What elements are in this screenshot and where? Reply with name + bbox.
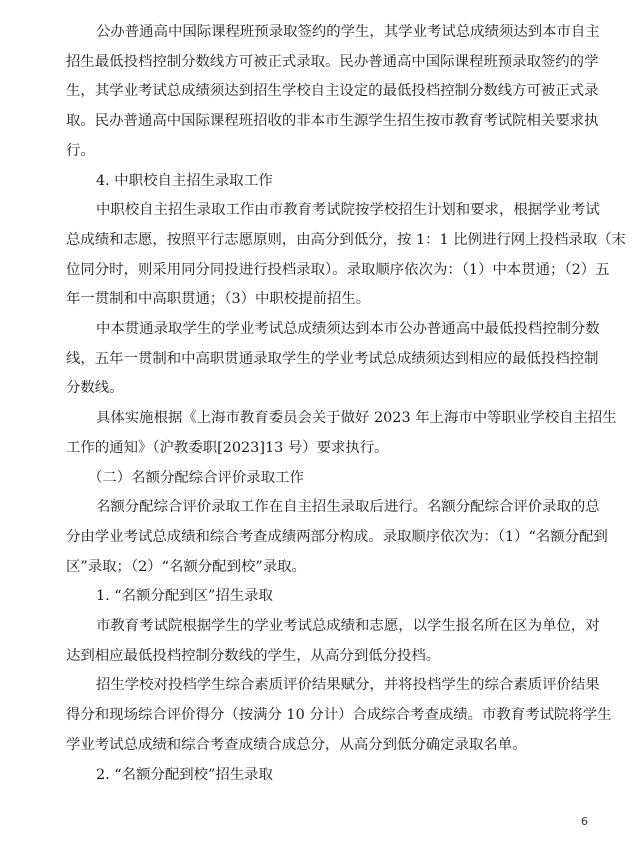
text-line: 中本贯通录取学生的学业考试总成绩须达到本市公办普通高中最低投档控制分数	[96, 321, 600, 338]
text-line: 总成绩和志愿，按照平行志愿原则，由高分到低分，按 1：1 比例进行网上投档录取（末	[66, 231, 626, 248]
text-line: 招生学校对投档学生综合素质评价结果赋分，并将投档学生的综合素质评价结果	[96, 677, 600, 694]
text-line: 区”录取；（2）“名额分配到校”录取。	[66, 558, 306, 575]
section-heading-quota-to-school: 2. “名额分配到校”招生录取	[96, 766, 273, 783]
paragraph-quota-allocation-overview	[66, 493, 608, 582]
text-line: 位同分时，则采用同分同投进行投档录取）。录取顺序依次为：（1）中本贯通；（2）五	[66, 261, 610, 278]
paragraph-comprehensive-score	[66, 671, 612, 760]
paragraph-vocational-process	[66, 196, 626, 315]
text-line: 年一贯制和中高职贯通；（3）中职校提前招生。	[66, 291, 371, 308]
text-line: 学业考试总成绩和综合考查成绩合成总分，从高分到低分确定录取名单。	[66, 736, 527, 753]
text-line: 生，其学业考试总成绩须达到招生学校自主设定的最低投档控制分数线方可被正式录	[66, 83, 599, 100]
text-line: 中职校自主招生录取工作由市教育考试院按学校招生计划和要求，根据学业考试	[96, 202, 600, 219]
section-heading-vocational-admission: 4. 中职校自主招生录取工作	[96, 172, 273, 189]
text-line: 招生最低投档控制分数线方可被正式录取。民办普通高中国际课程班预录取签约的学	[66, 53, 599, 70]
text-line: 分由学业考试总成绩和综合考查成绩两部分构成。录取顺序依次为：（1）“名额分配到	[66, 528, 608, 545]
text-line: 市教育考试院根据学生的学业考试总成绩和志愿，以学生报名所在区为单位，对	[96, 618, 600, 635]
document-body	[66, 18, 626, 790]
text-line: 线，五年一贯制和中高职贯通录取学生的学业考试总成绩须达到相应的最低投档控制	[66, 350, 599, 367]
text-line: 达到相应最低投档控制分数线的学生，从高分到低分投档。	[66, 647, 441, 664]
paragraph-district-admission	[66, 612, 600, 671]
text-line: 得分和现场综合评价得分（按满分 10 分计）合成综合考查成绩。市教育考试院将学生	[66, 707, 612, 724]
text-line: 分数线。	[66, 380, 124, 397]
text-line: 工作的通知》（沪教委职[2023]13 号）要求执行。	[66, 439, 389, 456]
text-line: 名额分配综合评价录取工作在自主招生录取后进行。名额分配综合评价录取的总	[96, 499, 600, 516]
page-number: 6	[581, 815, 588, 828]
paragraph-vocational-score-requirement	[66, 315, 600, 404]
text-line: 取。民办普通高中国际课程班招收的非本市生源学生招生按市教育考试院相关要求执	[66, 113, 599, 130]
text-line: 具体实施根据《上海市教育委员会关于做好 2023 年上海市中等职业学校自主招生	[96, 410, 617, 427]
text-line: 行。	[66, 142, 95, 159]
paragraph-international-classes	[66, 18, 600, 167]
section-heading-quota-allocation: （二）名额分配综合评价录取工作	[88, 469, 304, 486]
section-heading-quota-to-district: 1. “名额分配到区”招生录取	[96, 588, 273, 605]
text-line: 公办普通高中国际课程班预录取签约的学生，其学业考试总成绩须达到本市自主	[96, 24, 600, 40]
paragraph-implementation-notice	[66, 404, 617, 463]
